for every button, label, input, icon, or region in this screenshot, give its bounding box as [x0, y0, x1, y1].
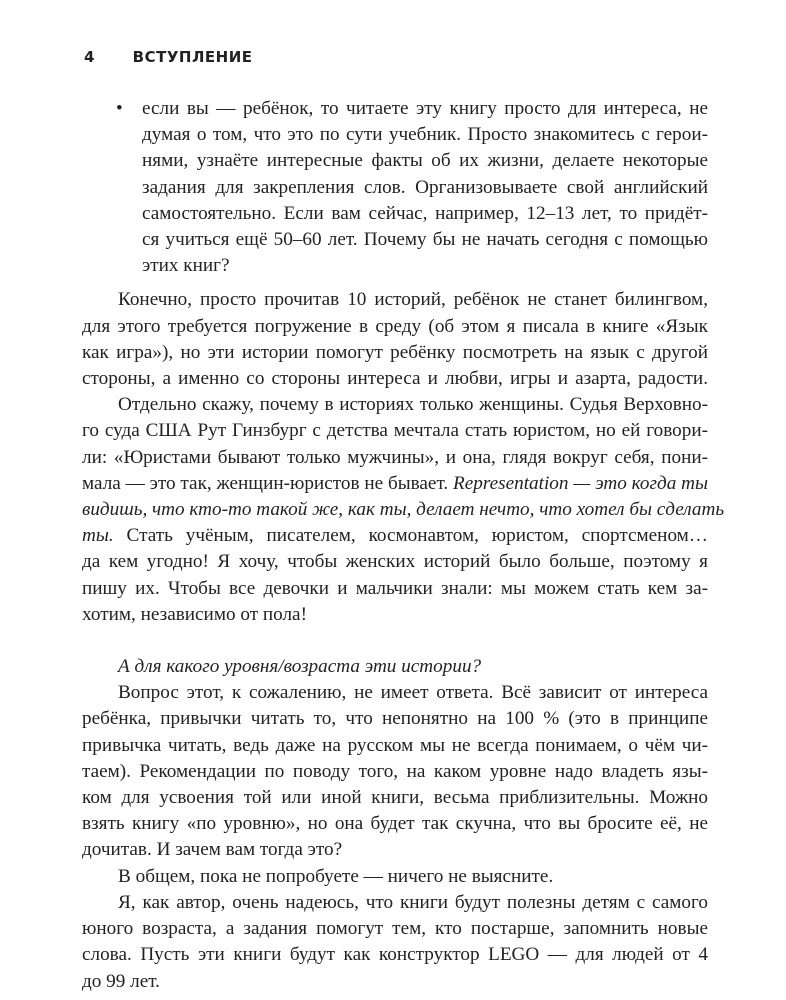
paragraph [82, 680, 708, 863]
text-line: ребёнка, привычки читать то, что непонятно на 100 % (это в принципе [82, 708, 708, 730]
text-line: таем). Рекомендации по поводу того, на каком уровне надо владеть язы- [82, 760, 708, 782]
text-line: самостоятельно. Если вам сейчас, например, 12–13 лет, то придёт- [142, 202, 708, 224]
text-line: да кем угодно! Я хочу, чтобы женских историй было больше, поэтому я [82, 551, 708, 573]
text-line: думая о том, что это по сути учебник. Просто знакомитесь с герои- [142, 124, 708, 146]
text-line: привычка читать, ведь даже на русском мы не всегда понимаем, о чём чи- [82, 734, 708, 756]
text-line: стороны, а именно со стороны интереса и любви, игры и азарта, радости. [82, 368, 708, 390]
text-line: ком для усвоения той или иной книги, весьма приблизительны. Можно [82, 787, 708, 809]
text-line: слова. Пусть эти книги будут как конструктор LEGO — для людей от 4 [82, 944, 708, 966]
page-header [84, 48, 253, 66]
text-line: до 99 лет. [82, 970, 160, 992]
text-line [82, 471, 708, 497]
text-line: Я, как автор, очень надеюсь, что книги будут полезны детям с самого [118, 891, 708, 913]
text-line: ли: «Юристами бывают только мужчины», и она, глядя вокруг себя, пони- [82, 446, 708, 468]
page-body [82, 96, 725, 995]
paragraph: В общем, пока не попробуете — ничего не выясните. [118, 865, 554, 887]
section-question: А для какого уровня/возраста эти истории? [118, 656, 482, 678]
paragraph [82, 287, 708, 392]
text-line: Вопрос этот, к сожалению, не имеет ответа. Всё зависит от интереса [118, 682, 708, 704]
text-segment: мала — это так, женщин-юристов не бывает. [82, 472, 454, 494]
text-line: Конечно, просто прочитав 10 историй, ребёнок не станет билингвом, [118, 289, 708, 311]
text-line: как игра»), но эти истории помогут ребёнку посмотреть на язык с другой [82, 341, 708, 363]
text-line: взять книгу «по уровню», но она будет так скучна, что вы бросите её, не [82, 813, 708, 835]
page-number: 4 [84, 48, 95, 66]
italic-segment: Representation — это когда ты [453, 472, 708, 494]
text-line: этих книг? [142, 255, 230, 277]
text-line: нями, узнаёте интересные факты об их жизни, делаете некоторые [142, 150, 708, 172]
text-line: го суда США Рут Гинзбург с детства мечтала стать юристом, но ей говори- [82, 420, 708, 442]
text-line: ся учиться ещё 50–60 лет. Почему бы не начать сегодня с помощью [142, 229, 708, 251]
section-title: ВСТУПЛЕНИЕ [132, 48, 253, 66]
italic-segment: ты. [82, 525, 114, 547]
text-line: для этого требуется погружение в среду (об этом я писала в книге «Язык [82, 315, 708, 337]
italic-line: видишь, что кто-то такой же, как ты, делает нечто, что хотел бы сделать [82, 499, 725, 521]
paragraph [82, 890, 708, 995]
text-line: если вы — ребёнок, то читаете эту книгу просто для интереса, не [142, 98, 708, 119]
text-line: задания для закрепления слов. Организовываете свой английский [142, 176, 708, 198]
text-line: хотим, независимо от пола! [82, 603, 307, 625]
bullet-item [82, 96, 708, 279]
text-line: пишу их. Чтобы все девочки и мальчики знали: мы можем стать кем за- [82, 577, 708, 599]
text-line: дочитав. И зачем вам тогда это? [82, 839, 343, 861]
spacer [82, 628, 708, 654]
text-line [82, 523, 708, 549]
text-segment: Стать учёным, писателем, космонавтом, юристом, спортсменом… [113, 525, 708, 547]
text-line: Отдельно скажу, почему в историях только женщины. Судья Верховно- [118, 394, 708, 416]
paragraph [82, 392, 725, 628]
bullet-marker: • [116, 98, 123, 119]
text-line: юного возраста, а задания помогут тем, кто постарше, запомнить новые [82, 918, 708, 940]
